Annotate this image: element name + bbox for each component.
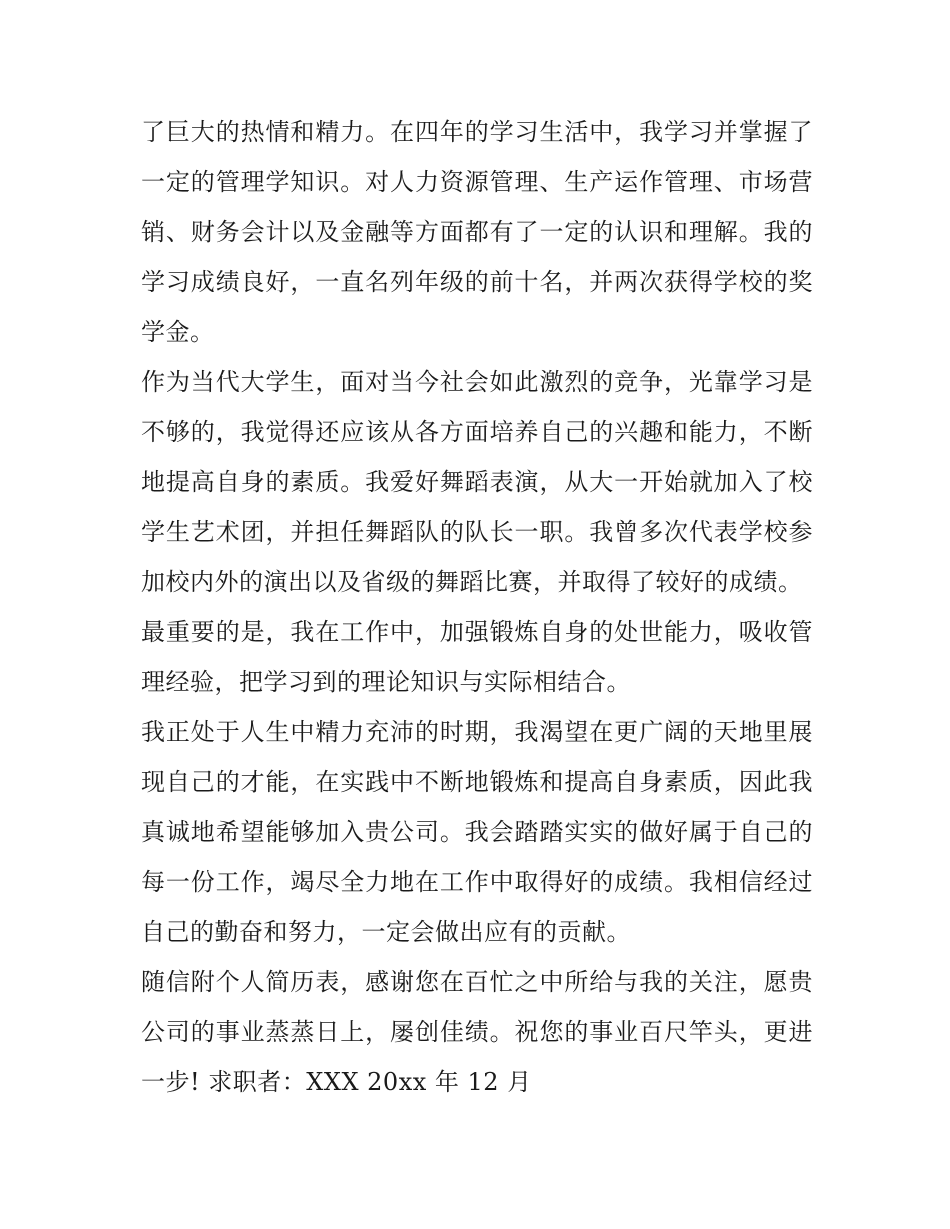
paragraph-work-experience: 最重要的是，我在工作中，加强锻炼自身的处世能力，吸收管理经验，把学习到的理论知识与实际相结合。 [141,618,813,696]
document-body [141,107,813,1107]
paragraph-closing: 随信附个人简历表，感谢您在百忙之中所给与我的关注，愿贵公司的事业蒸蒸日上，屡创佳绩。祝您的事业百尺竿头，更进一步! 求职者：XXX 20xx 年 12 月 [141,968,813,1096]
paragraph-study: 了巨大的热情和精力。在四年的学习生活中，我学习并掌握了一定的管理学知识。对人力资源管理、生产运作管理、市场营销、财务会计以及金融等方面都有了一定的认识和理解。我的学习成绩良好，一直名列年级的前十名，并两次获得学校的奖学金。 [141,118,813,346]
paragraph-activities: 作为当代大学生，面对当今社会如此激烈的竞争，光靠学习是不够的，我觉得还应该从各方面培养自己的兴趣和能力，不断地提高自身的素质。我爱好舞蹈表演，从大一开始就加入了校学生艺术团，并担任舞蹈队的队长一职。我曾多次代表学校参加校内外的演出以及省级的舞蹈比赛，并取得了较好的成绩。 [141,368,813,596]
paragraph-aspiration: 我正处于人生中精力充沛的时期，我渴望在更广阔的天地里展现自己的才能，在实践中不断地锻炼和提高自身素质，因此我真诚地希望能够加入贵公司。我会踏踏实实的做好属于自己的每一份工作，竭尽全力地在工作中取得好的成绩。我相信经过自己的勤奋和努力，一定会做出应有的贡献。 [141,718,813,946]
